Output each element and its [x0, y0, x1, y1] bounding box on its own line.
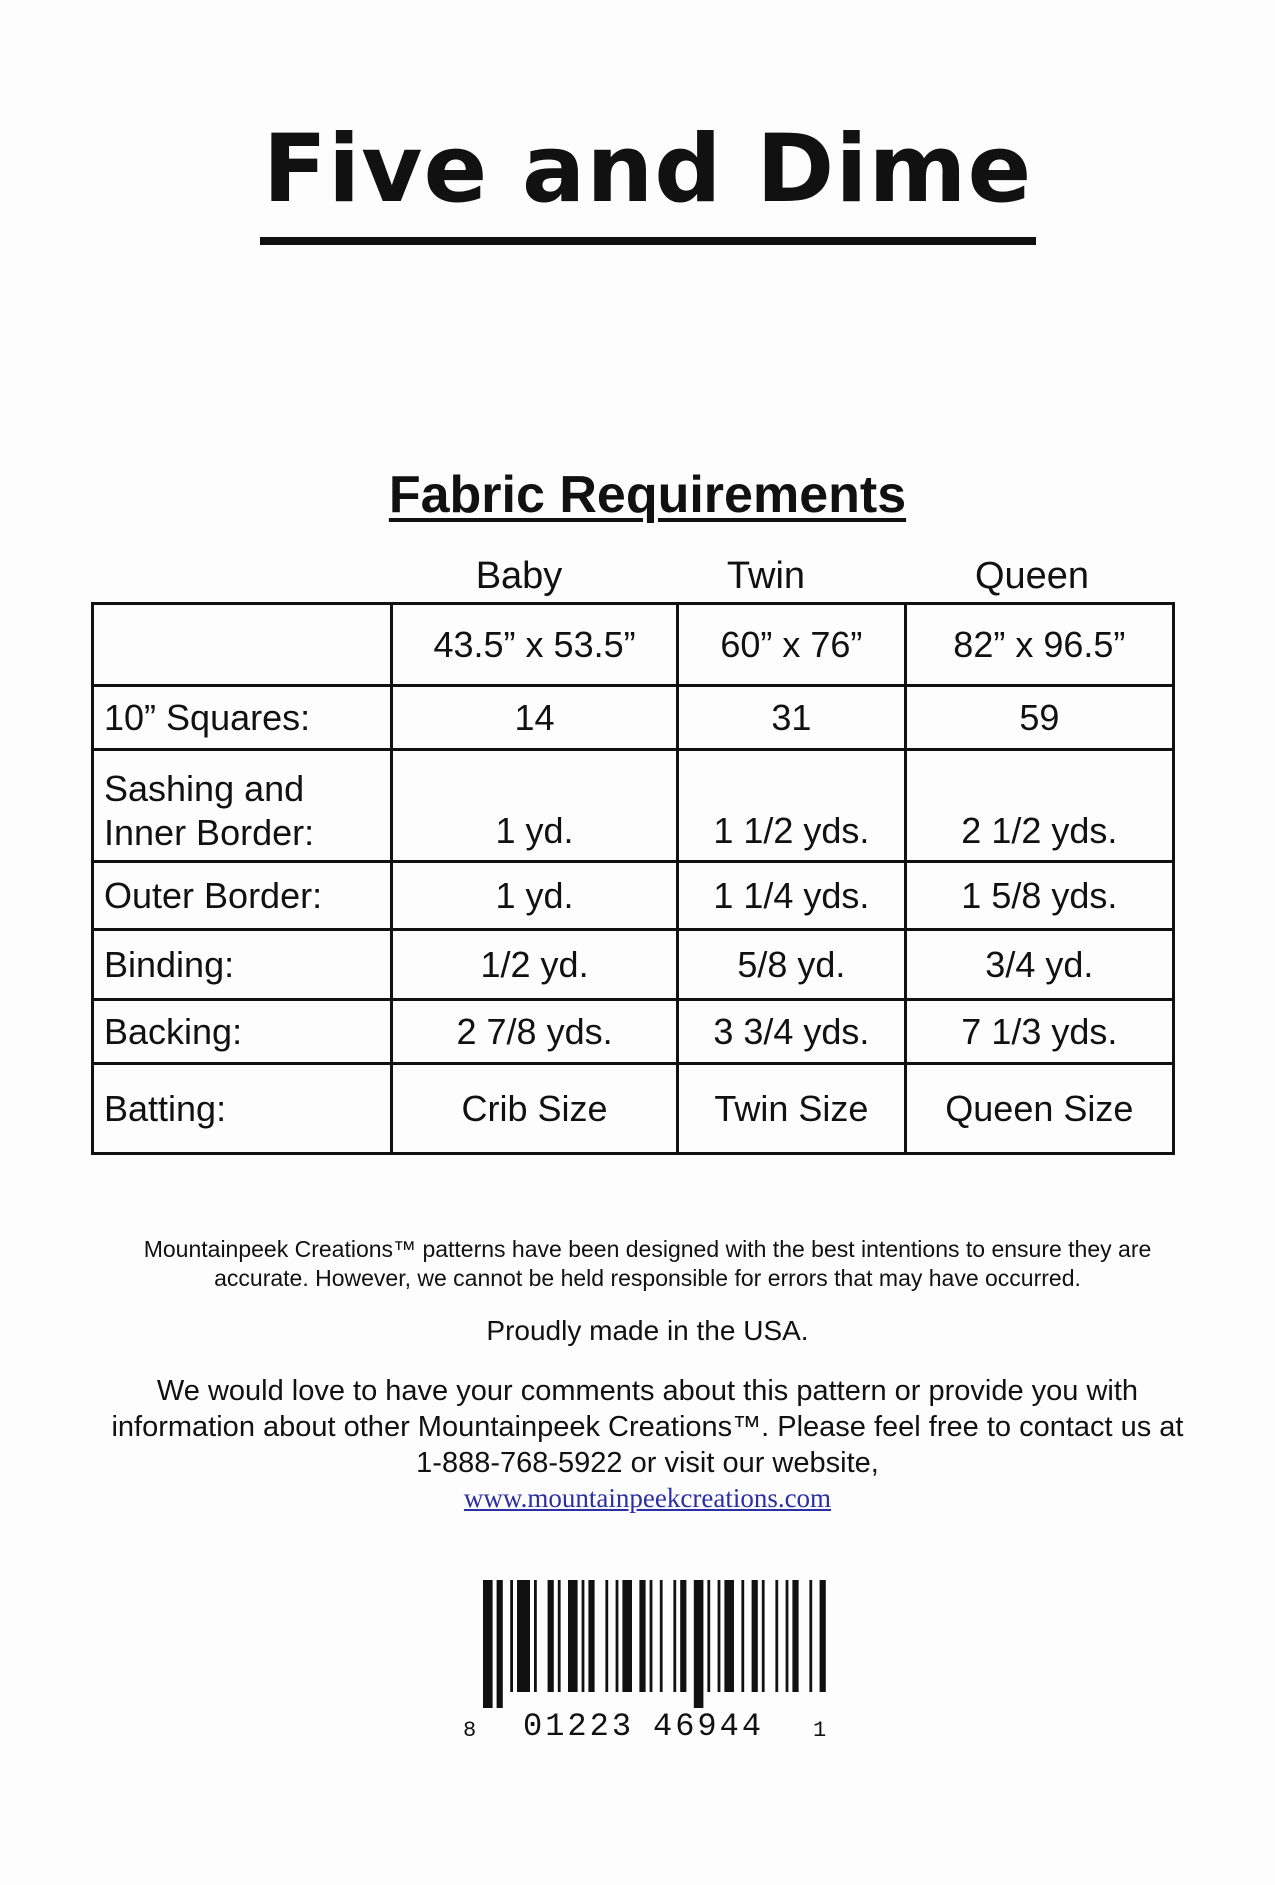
row-label: Batting:: [93, 1064, 392, 1154]
table-cell-empty: [93, 604, 392, 686]
barcode-bar: [605, 1580, 608, 1692]
barcode-bar: [588, 1580, 594, 1692]
barcode-bar: [582, 1580, 585, 1692]
size-cell-queen: 82” x 96.5”: [905, 604, 1173, 686]
table-row: [93, 604, 1174, 686]
row-label: Outer Border:: [93, 862, 392, 930]
table-row: [93, 930, 1174, 1000]
table-cell: 3/4 yd.: [905, 930, 1173, 1000]
barcode-bar: [724, 1580, 734, 1692]
table-cell: 2 7/8 yds.: [392, 1000, 678, 1064]
website-link[interactable]: www.mountainpeekcreations.com: [463, 1483, 832, 1513]
barcode-bar: [809, 1580, 812, 1692]
table-cell: 31: [678, 686, 906, 750]
barcode-right-digits: 46944: [653, 1708, 765, 1745]
column-header-baby: Baby: [475, 555, 563, 597]
barcode-bar: [820, 1580, 826, 1692]
barcode-bar: [483, 1580, 493, 1708]
table-cell: 3 3/4 yds.: [678, 1000, 906, 1064]
table-cell: 14: [392, 686, 678, 750]
row-label: 10” Squares:: [93, 686, 392, 750]
table-row: [93, 1064, 1174, 1154]
barcode-bar: [673, 1580, 676, 1692]
table-row: [93, 1000, 1174, 1064]
table-cell: 1 1/2 yds.: [678, 750, 906, 862]
barcode-bar: [694, 1580, 704, 1708]
barcode-bar: [741, 1580, 744, 1692]
table-row: [93, 686, 1174, 750]
row-label: Backing:: [93, 1000, 392, 1064]
table-cell: Twin Size: [678, 1064, 906, 1154]
barcode-bar: [762, 1580, 765, 1692]
barcode-bar: [548, 1580, 554, 1692]
barcode-bar: [792, 1580, 798, 1692]
barcode-bar: [510, 1580, 513, 1692]
barcode-bar: [718, 1580, 721, 1692]
table-cell: 5/8 yd.: [678, 930, 906, 1000]
barcode: [463, 1580, 843, 1745]
table-cell: Crib Size: [392, 1064, 678, 1154]
barcode-bar: [558, 1580, 561, 1692]
row-label: Sashing and Inner Border:: [93, 750, 392, 862]
page-title: Five and Dime: [262, 115, 1033, 224]
barcode-bar: [517, 1580, 530, 1692]
barcode-bar: [680, 1580, 686, 1692]
barcode-bar: [568, 1580, 578, 1692]
barcode-bar: [707, 1580, 710, 1692]
barcode-check-digit: 1: [813, 1718, 827, 1743]
barcode-bar: [622, 1580, 632, 1692]
barcode-bar: [639, 1580, 645, 1692]
table-cell: 1 yd.: [392, 750, 678, 862]
barcode-bar: [616, 1580, 619, 1692]
table-cell: 2 1/2 yds.: [905, 750, 1173, 862]
barcode-bar: [650, 1580, 653, 1692]
size-cell-baby: 43.5” x 53.5”: [392, 604, 678, 686]
size-cell-twin: 60” x 76”: [678, 604, 906, 686]
row-label: Binding:: [93, 930, 392, 1000]
table-cell: 1 1/4 yds.: [678, 862, 906, 930]
column-header-queen: Queen: [974, 555, 1090, 597]
title-underline: [260, 237, 1036, 245]
contact-paragraph: We would love to have your comments about this pattern or provide you with information about other Mountainpeek Creations™. Please feel free to contact us at 1-888-768-5922 or visit our website,: [111, 1375, 1184, 1479]
barcode-bar: [534, 1580, 537, 1692]
barcode-lead-digit: 8: [463, 1718, 477, 1743]
table-cell: 7 1/3 yds.: [905, 1000, 1173, 1064]
column-headers: [0, 555, 1275, 600]
barcode-bar: [786, 1580, 789, 1692]
table-cell: 1 yd.: [392, 862, 678, 930]
column-header-twin: Twin: [726, 555, 806, 597]
made-in-usa-text: Proudly made in the USA.: [486, 1315, 809, 1346]
table-cell: 1 5/8 yds.: [905, 862, 1173, 930]
table-cell: 59: [905, 686, 1173, 750]
barcode-bars: [463, 1580, 843, 1710]
barcode-bar: [775, 1580, 778, 1692]
fabric-requirements-table: [91, 602, 1175, 1155]
barcode-bar: [752, 1580, 758, 1692]
barcode-bar: [497, 1580, 503, 1708]
table-cell: Queen Size: [905, 1064, 1173, 1154]
table-row: [93, 750, 1174, 862]
disclaimer-text: Mountainpeek Creations™ patterns have been designed with the best intentions to ensure they are accurate. However, we cannot be held responsible for errors that may have occurred.: [143, 1236, 1152, 1291]
barcode-bar: [660, 1580, 663, 1692]
section-heading: Fabric Requirements: [388, 466, 907, 524]
table-cell: 1/2 yd.: [392, 930, 678, 1000]
barcode-left-digits: 01223: [523, 1708, 635, 1745]
table-row: [93, 862, 1174, 930]
